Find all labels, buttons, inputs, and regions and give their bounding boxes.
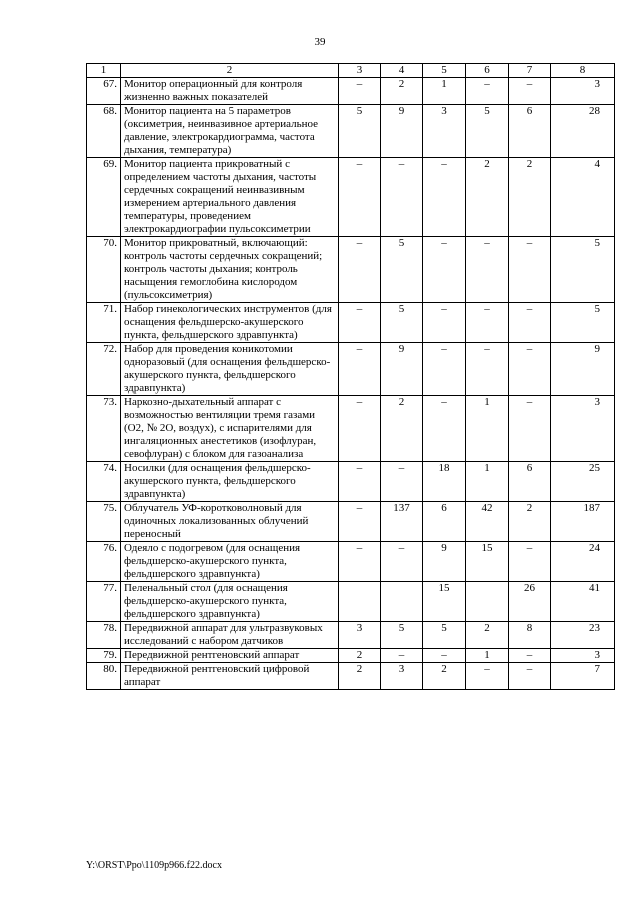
value-total: 4 bbox=[551, 158, 615, 237]
value-col-4: 9 bbox=[381, 105, 423, 158]
value-total: 187 bbox=[551, 502, 615, 542]
value-col-3: – bbox=[339, 343, 381, 396]
value-total: 28 bbox=[551, 105, 615, 158]
value-col-6: 1 bbox=[466, 462, 509, 502]
value-col-4: 2 bbox=[381, 396, 423, 462]
value-col-5: – bbox=[423, 303, 466, 343]
value-col-7: – bbox=[509, 663, 551, 690]
item-name: Передвижной аппарат для ультразвуковых исследований с набором датчиков bbox=[121, 622, 339, 649]
value-total: 9 bbox=[551, 343, 615, 396]
value-col-7: – bbox=[509, 78, 551, 105]
value-total: 41 bbox=[551, 582, 615, 622]
value-col-3: – bbox=[339, 237, 381, 303]
value-col-5: 6 bbox=[423, 502, 466, 542]
value-col-7: 26 bbox=[509, 582, 551, 622]
value-col-4: – bbox=[381, 462, 423, 502]
value-total: 5 bbox=[551, 303, 615, 343]
header-row bbox=[87, 64, 615, 78]
table-row bbox=[87, 158, 615, 237]
value-col-3: – bbox=[339, 462, 381, 502]
value-col-6: – bbox=[466, 237, 509, 303]
value-col-3: 3 bbox=[339, 622, 381, 649]
value-col-4: 3 bbox=[381, 663, 423, 690]
value-col-6: 2 bbox=[466, 158, 509, 237]
row-number: 77. bbox=[87, 582, 121, 622]
value-col-6: – bbox=[466, 663, 509, 690]
footer-file-path: Y:\ORST\Ppo\1109p966.f22.docx bbox=[86, 860, 222, 871]
value-total: 25 bbox=[551, 462, 615, 502]
row-number: 80. bbox=[87, 663, 121, 690]
value-col-5: – bbox=[423, 396, 466, 462]
item-name: Набор для проведения коникотомии одноразовый (для оснащения фельдшерско-акушерского пункта, фельдшерского здравпункта) bbox=[121, 343, 339, 396]
value-col-5: 18 bbox=[423, 462, 466, 502]
item-name: Наркозно-дыхательный аппарат с возможностью вентиляции тремя газами (О2, № 2О, воздух), с испарителями для ингаляционных анестетиков (изофлуран, севофлуран) с блоком для газоанализа bbox=[121, 396, 339, 462]
value-col-6: 1 bbox=[466, 649, 509, 663]
value-col-6: 42 bbox=[466, 502, 509, 542]
row-number: 70. bbox=[87, 237, 121, 303]
item-name: Монитор пациента на 5 параметров (оксиметрия, неинвазивное артериальное давление, электрокардиограмма, частота дыхания, температура) bbox=[121, 105, 339, 158]
value-col-5: 3 bbox=[423, 105, 466, 158]
value-col-6: 15 bbox=[466, 542, 509, 582]
table-row bbox=[87, 105, 615, 158]
value-total: 3 bbox=[551, 649, 615, 663]
column-header-4: 4 bbox=[381, 64, 423, 78]
table-row bbox=[87, 582, 615, 622]
value-col-3: – bbox=[339, 502, 381, 542]
value-col-6: 2 bbox=[466, 622, 509, 649]
value-col-7: – bbox=[509, 649, 551, 663]
item-name: Передвижной рентгеновский цифровой аппарат bbox=[121, 663, 339, 690]
value-col-6: 5 bbox=[466, 105, 509, 158]
value-col-6 bbox=[466, 582, 509, 622]
value-col-5: 15 bbox=[423, 582, 466, 622]
row-number: 78. bbox=[87, 622, 121, 649]
row-number: 71. bbox=[87, 303, 121, 343]
value-col-5: 9 bbox=[423, 542, 466, 582]
value-col-6: – bbox=[466, 303, 509, 343]
value-col-3: 5 bbox=[339, 105, 381, 158]
value-col-4: – bbox=[381, 542, 423, 582]
value-col-3: – bbox=[339, 396, 381, 462]
table-row bbox=[87, 303, 615, 343]
value-col-6: – bbox=[466, 343, 509, 396]
value-col-5: – bbox=[423, 237, 466, 303]
column-header-8: 8 bbox=[551, 64, 615, 78]
value-col-3: – bbox=[339, 78, 381, 105]
table-row bbox=[87, 663, 615, 690]
item-name: Облучатель УФ-коротковолновый для одиночных локализованных облучений переносный bbox=[121, 502, 339, 542]
table-row bbox=[87, 462, 615, 502]
row-number: 69. bbox=[87, 158, 121, 237]
column-header-3: 3 bbox=[339, 64, 381, 78]
column-header-2: 2 bbox=[121, 64, 339, 78]
value-total: 23 bbox=[551, 622, 615, 649]
item-name: Одеяло с подогревом (для оснащения фельдшерско-акушерского пункта, фельдшерского здравпункта) bbox=[121, 542, 339, 582]
row-number: 76. bbox=[87, 542, 121, 582]
value-col-7: 8 bbox=[509, 622, 551, 649]
value-total: 3 bbox=[551, 396, 615, 462]
value-col-5: 1 bbox=[423, 78, 466, 105]
table-row bbox=[87, 343, 615, 396]
column-header-7: 7 bbox=[509, 64, 551, 78]
table-row bbox=[87, 237, 615, 303]
value-col-3: – bbox=[339, 303, 381, 343]
value-col-6: – bbox=[466, 78, 509, 105]
value-col-7: 2 bbox=[509, 502, 551, 542]
item-name: Носилки (для оснащения фельдшерско-акушерского пункта, фельдшерского здравпункта) bbox=[121, 462, 339, 502]
value-col-5: – bbox=[423, 343, 466, 396]
value-col-3: – bbox=[339, 158, 381, 237]
column-header-6: 6 bbox=[466, 64, 509, 78]
value-col-7: – bbox=[509, 237, 551, 303]
column-header-5: 5 bbox=[423, 64, 466, 78]
value-col-4 bbox=[381, 582, 423, 622]
value-col-5: 5 bbox=[423, 622, 466, 649]
value-col-3: – bbox=[339, 542, 381, 582]
table-row bbox=[87, 502, 615, 542]
value-col-7: – bbox=[509, 396, 551, 462]
column-header-1: 1 bbox=[87, 64, 121, 78]
item-name: Пеленальный стол (для оснащения фельдшерско-акушерского пункта, фельдшерского здравпункта) bbox=[121, 582, 339, 622]
value-col-7: 2 bbox=[509, 158, 551, 237]
value-col-4: 137 bbox=[381, 502, 423, 542]
value-col-3: 2 bbox=[339, 663, 381, 690]
value-col-5: – bbox=[423, 158, 466, 237]
page-number: 39 bbox=[314, 36, 326, 48]
value-col-4: 2 bbox=[381, 78, 423, 105]
value-col-4: 5 bbox=[381, 237, 423, 303]
table-row bbox=[87, 396, 615, 462]
value-col-4: 5 bbox=[381, 303, 423, 343]
row-number: 75. bbox=[87, 502, 121, 542]
item-name: Монитор операционный для контроля жизненно важных показателей bbox=[121, 78, 339, 105]
value-col-5: – bbox=[423, 649, 466, 663]
value-col-4: 5 bbox=[381, 622, 423, 649]
row-number: 74. bbox=[87, 462, 121, 502]
equipment-table bbox=[86, 63, 615, 690]
value-total: 5 bbox=[551, 237, 615, 303]
row-number: 72. bbox=[87, 343, 121, 396]
value-col-7: 6 bbox=[509, 105, 551, 158]
item-name: Набор гинекологических инструментов (для оснащения фельдшерско-акушерского пункта, фельдшерского здравпункта) bbox=[121, 303, 339, 343]
value-col-4: – bbox=[381, 649, 423, 663]
row-number: 68. bbox=[87, 105, 121, 158]
item-name: Монитор прикроватный, включающий: контроль частоты сердечных сокращений; контроль частоты дыхания; контроль насыщения гемоглобина кислородом (пульсоксиметрия) bbox=[121, 237, 339, 303]
row-number: 67. bbox=[87, 78, 121, 105]
value-col-3: 2 bbox=[339, 649, 381, 663]
value-total: 7 bbox=[551, 663, 615, 690]
value-col-5: 2 bbox=[423, 663, 466, 690]
row-number: 79. bbox=[87, 649, 121, 663]
value-col-6: 1 bbox=[466, 396, 509, 462]
value-total: 3 bbox=[551, 78, 615, 105]
item-name: Передвижной рентгеновский аппарат bbox=[121, 649, 339, 663]
table-body bbox=[87, 78, 615, 690]
item-name: Монитор пациента прикроватный с определением частоты дыхания, частоты сердечных сокращений неинвазивным измерением артериального давления температуры, проведением электрокардиографии пульсоксиметрии bbox=[121, 158, 339, 237]
table-row bbox=[87, 622, 615, 649]
table-row bbox=[87, 542, 615, 582]
value-total: 24 bbox=[551, 542, 615, 582]
value-col-4: – bbox=[381, 158, 423, 237]
value-col-4: 9 bbox=[381, 343, 423, 396]
value-col-7: 6 bbox=[509, 462, 551, 502]
table-row bbox=[87, 649, 615, 663]
value-col-3 bbox=[339, 582, 381, 622]
table-row bbox=[87, 78, 615, 105]
value-col-7: – bbox=[509, 343, 551, 396]
value-col-7: – bbox=[509, 542, 551, 582]
value-col-7: – bbox=[509, 303, 551, 343]
row-number: 73. bbox=[87, 396, 121, 462]
